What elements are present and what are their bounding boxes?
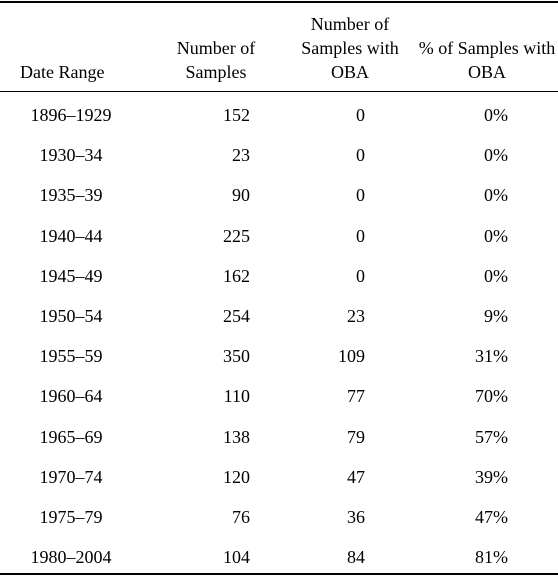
cell-num-oba: 109 — [338, 346, 365, 367]
cell-date-range: 1945–49 — [39, 265, 103, 286]
cell-date-range: 1970–74 — [39, 466, 103, 487]
cell-pct-oba: 0% — [484, 265, 508, 286]
header-date-range: Date Range — [20, 62, 105, 82]
cell-pct-oba: 9% — [484, 306, 508, 327]
cell-num-samples: 104 — [223, 547, 250, 568]
cell-date-range: 1950–54 — [39, 306, 103, 327]
cell-pct-oba: 81% — [475, 547, 508, 568]
cell-date-range: 1975–79 — [39, 506, 103, 527]
cell-num-samples: 152 — [223, 105, 250, 126]
cell-date-range: 1960–64 — [39, 386, 103, 407]
cell-num-samples: 110 — [223, 386, 250, 407]
table-row — [0, 256, 558, 296]
cell-num-samples: 76 — [232, 506, 250, 527]
cell-num-oba: 79 — [347, 426, 365, 447]
cell-num-oba: 0 — [356, 145, 365, 166]
cell-num-samples: 138 — [223, 426, 250, 447]
cell-num-oba: 0 — [356, 225, 365, 246]
cell-pct-oba: 0% — [484, 145, 508, 166]
cell-pct-oba: 0% — [484, 105, 508, 126]
cell-date-range: 1940–44 — [39, 225, 103, 246]
table-row — [0, 417, 558, 457]
cell-num-oba: 77 — [347, 386, 365, 407]
table-row — [0, 336, 558, 376]
table-row — [0, 216, 558, 256]
table-row — [0, 376, 558, 416]
cell-num-samples: 254 — [223, 306, 250, 327]
cell-pct-oba: 57% — [475, 426, 508, 447]
cell-num-samples: 350 — [223, 346, 250, 367]
cell-pct-oba: 0% — [484, 225, 508, 246]
header-row — [0, 3, 558, 91]
cell-pct-oba: 47% — [475, 506, 508, 527]
table-row — [0, 175, 558, 215]
cell-num-oba: 0 — [356, 185, 365, 206]
table-row — [0, 91, 558, 135]
cell-num-oba: 47 — [347, 466, 365, 487]
cell-num-oba: 0 — [356, 105, 365, 126]
table-row — [0, 497, 558, 537]
cell-num-oba: 84 — [347, 547, 365, 568]
cell-date-range: 1965–69 — [39, 426, 103, 447]
cell-date-range: 1955–59 — [39, 346, 103, 367]
table-row — [0, 135, 558, 175]
cell-num-samples: 120 — [223, 466, 250, 487]
header-num-samples: Number of Samples — [176, 38, 256, 82]
cell-num-samples: 90 — [232, 185, 250, 206]
header-pct-oba: % of Samples with OBA — [418, 38, 556, 82]
cell-pct-oba: 0% — [484, 185, 508, 206]
table-body — [0, 91, 558, 577]
cell-pct-oba: 31% — [475, 346, 508, 367]
cell-num-oba: 23 — [347, 306, 365, 327]
cell-num-oba: 0 — [356, 265, 365, 286]
header-num-oba: Number of Samples with OBA — [301, 14, 399, 82]
table-header — [0, 3, 558, 91]
table-row — [0, 457, 558, 497]
cell-num-samples: 162 — [223, 265, 250, 286]
cell-date-range: 1930–34 — [39, 145, 103, 166]
cell-date-range: 1896–1929 — [30, 105, 112, 126]
cell-pct-oba: 70% — [475, 386, 508, 407]
table-row — [0, 296, 558, 336]
table-row — [0, 537, 558, 577]
cell-date-range: 1935–39 — [39, 185, 103, 206]
oba-samples-table — [0, 3, 558, 577]
cell-num-samples: 225 — [223, 225, 250, 246]
cell-pct-oba: 39% — [475, 466, 508, 487]
cell-num-oba: 36 — [347, 506, 365, 527]
cell-date-range: 1980–2004 — [30, 547, 112, 568]
cell-num-samples: 23 — [232, 145, 250, 166]
